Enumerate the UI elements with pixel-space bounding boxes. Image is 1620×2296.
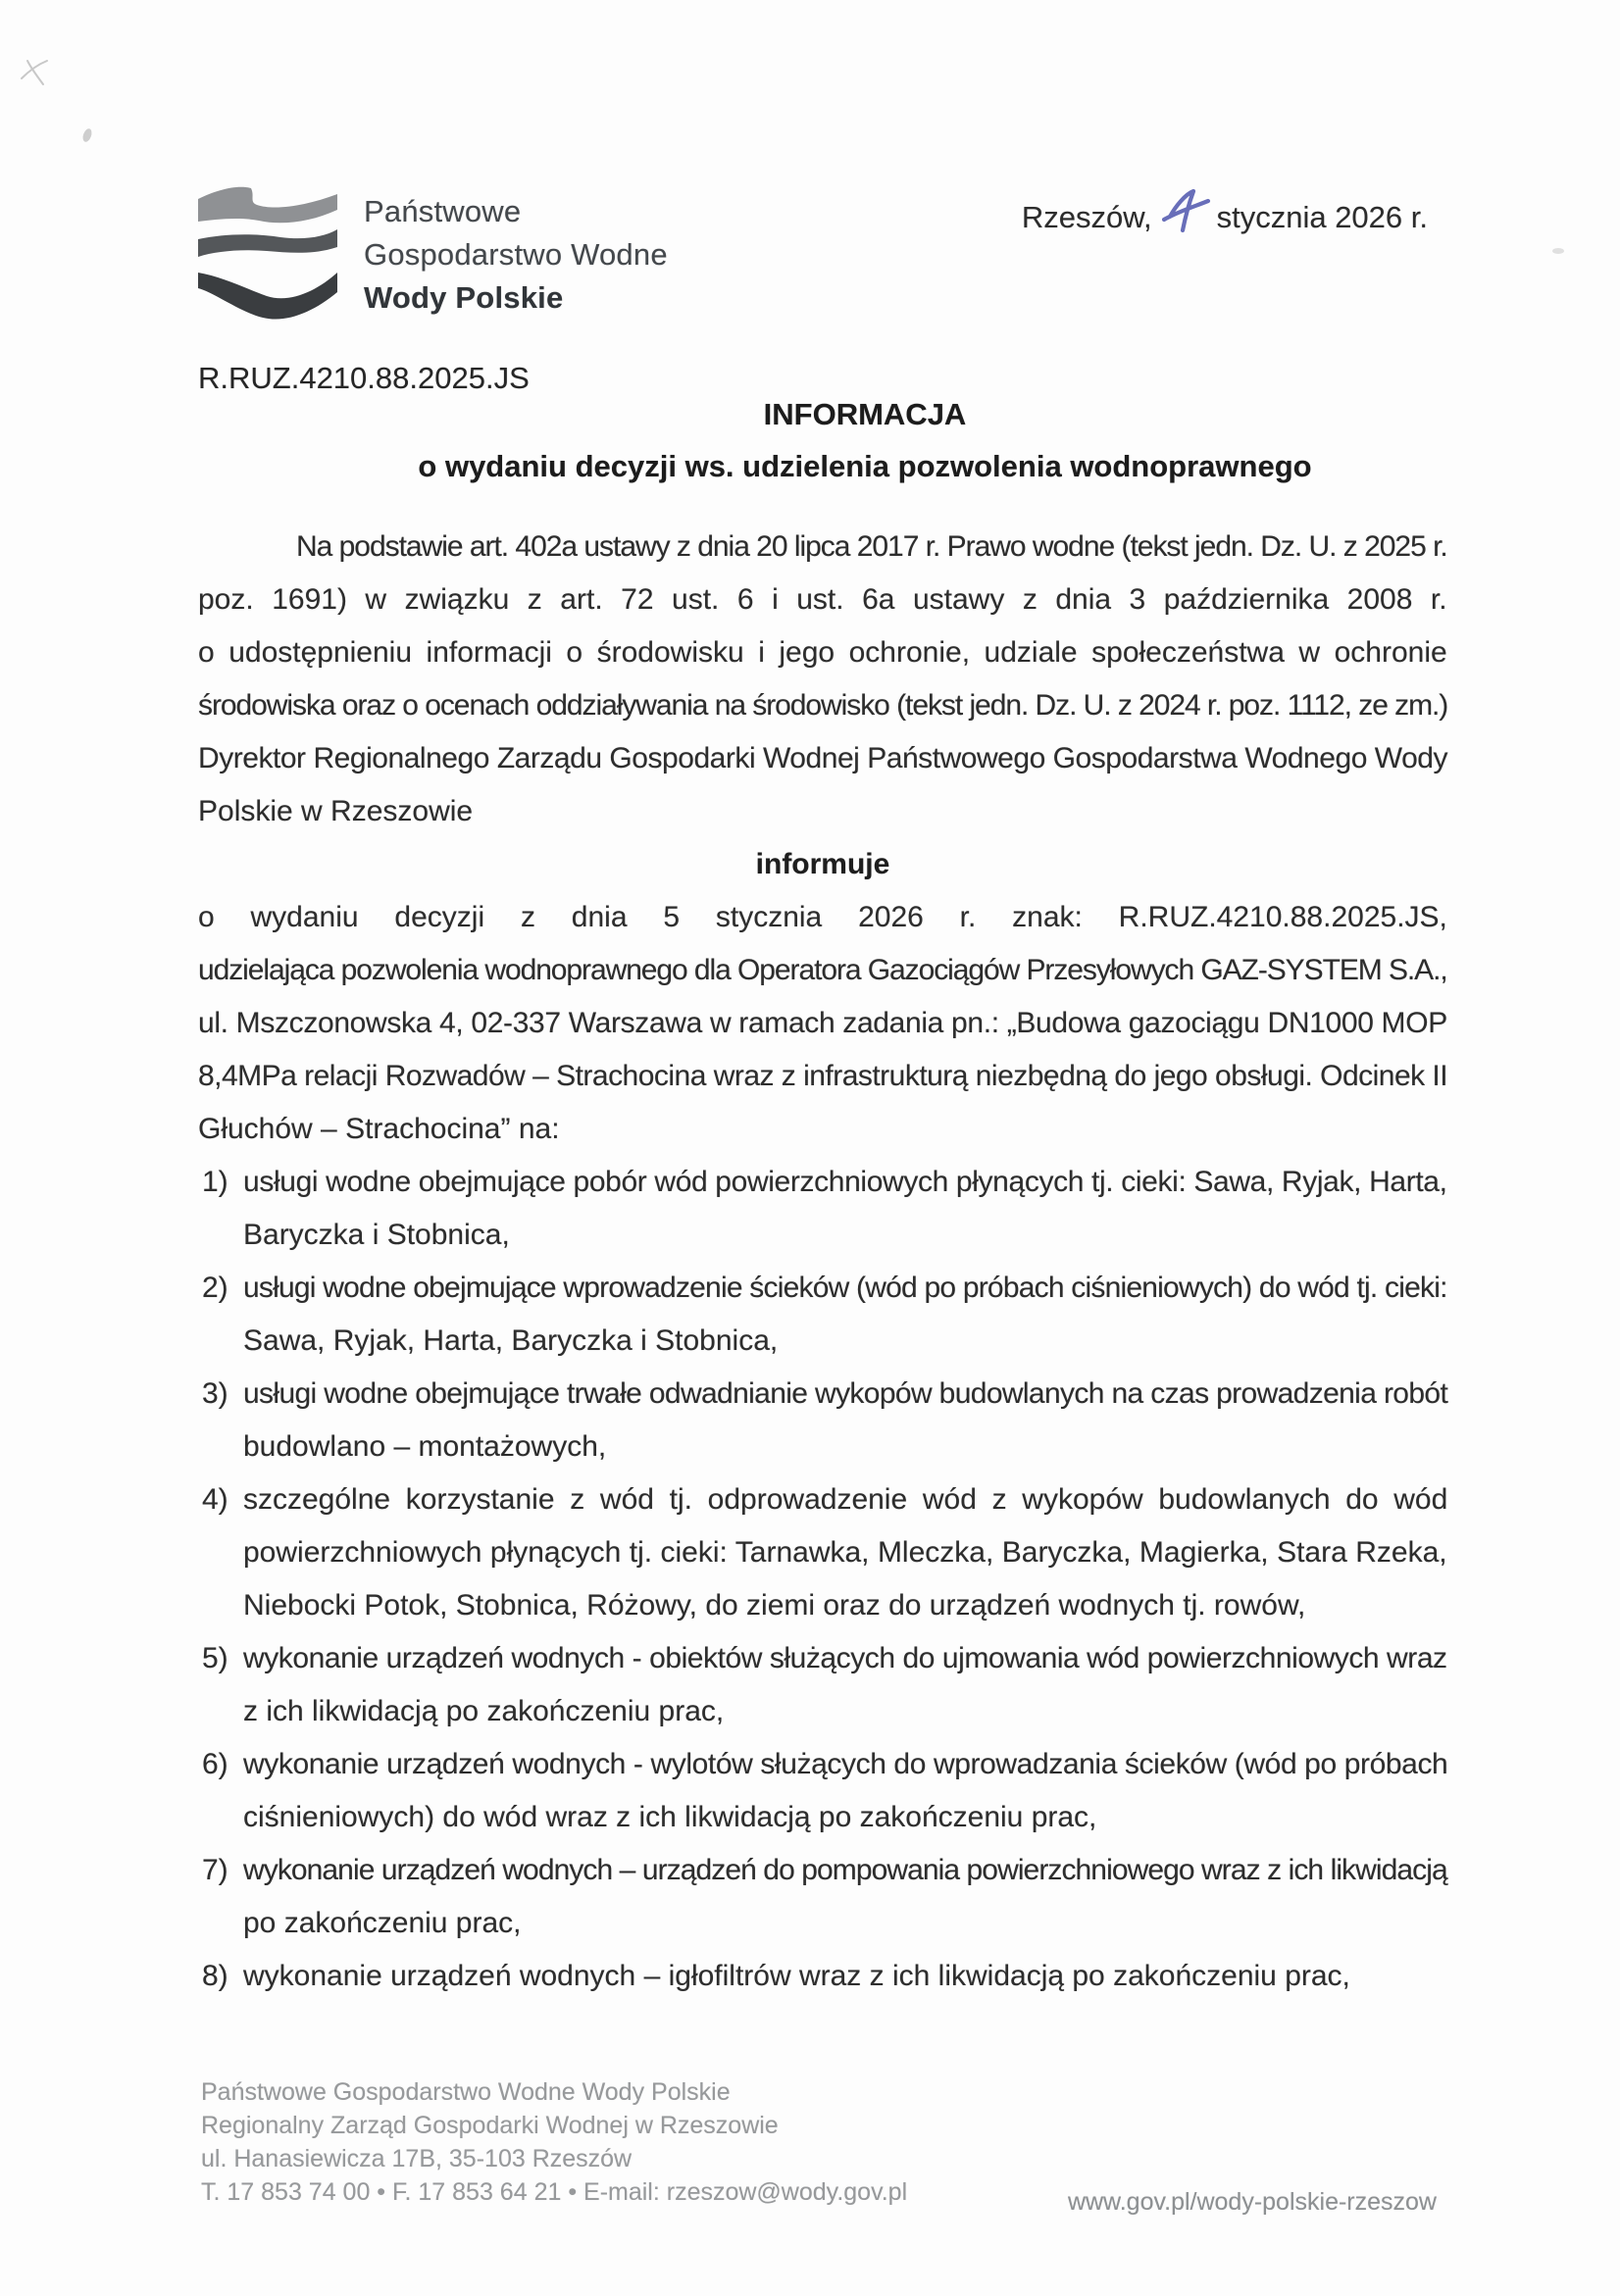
list-marker: 2) (202, 1272, 228, 1304)
line-text: informuje (755, 848, 890, 880)
place-and-date (1022, 184, 1428, 233)
line-text: wykonanie urządzeń wodnych - obiektów służących do ujmowania wód powierzchniowych wraz (243, 1642, 1447, 1674)
line-text: o wydaniu decyzji z dnia 5 stycznia 2026 r. znak: R.RUZ.4210.88.2025.JS, (198, 901, 1447, 933)
list-item-line (198, 1738, 1447, 1791)
text-line (198, 997, 1447, 1050)
date-rest: stycznia 2026 r. (1216, 200, 1428, 234)
line-text: wykonanie urządzeń wodnych – igłofiltrów wraz z ich likwidacją po zakończeniu prac, (243, 1960, 1350, 1992)
line-text: Sawa, Ryjak, Harta, Baryczka i Stobnica, (243, 1324, 779, 1357)
text-line (198, 785, 1447, 838)
list-item-line (198, 1368, 1447, 1421)
list-marker: 8) (202, 1960, 228, 1992)
line-text: wykonanie urządzeń wodnych - wylotów służących do wprowadzania ścieków (wód po próbach (243, 1748, 1448, 1780)
text-line (198, 732, 1447, 785)
list-item-line (198, 1473, 1447, 1526)
line-text: po zakończeniu prac, (243, 1907, 522, 1939)
logo-line-2: Gospodarstwo Wodne (364, 237, 668, 272)
scan-artifact-smudge (1552, 248, 1564, 254)
text-line (198, 1685, 1447, 1738)
reference-number: R.RUZ.4210.88.2025.JS (198, 361, 530, 395)
line-text: ciśnieniowych) do wód wraz z ich likwidacją po zakończeniu prac, (243, 1801, 1097, 1833)
text-line (198, 626, 1447, 679)
line-text: Głuchów – Strachocina” na: (198, 1113, 560, 1145)
document-title: INFORMACJA (763, 397, 967, 431)
line-text: udzielająca pozwolenia wodnoprawnego dla Operatora Gazociągów Przesyłowych GAZ-SYSTEM S.A., (198, 954, 1447, 986)
handwritten-day-icon (1159, 184, 1212, 239)
wody-polskie-logo-icon (196, 182, 339, 324)
list-marker: 3) (202, 1377, 228, 1410)
footer-website: www.gov.pl/wody-polskie-rzeszow (1067, 2188, 1437, 2216)
text-line (198, 574, 1447, 626)
text-line (198, 1579, 1447, 1632)
list-marker: 1) (202, 1166, 228, 1198)
list-item-line (198, 1632, 1447, 1685)
text-line (198, 1791, 1447, 1844)
list-marker: 5) (202, 1642, 228, 1674)
text-line (198, 521, 1447, 574)
line-text: usługi wodne obejmujące wprowadzenie ścieków (wód po próbach ciśnieniowych) do wód tj. cieki: (243, 1272, 1447, 1304)
line-text: Dyrektor Regionalnego Zarządu Gospodarki Wodnej Państwowego Gospodarstwa Wodnego Wody (198, 742, 1448, 774)
text-line (198, 1421, 1447, 1473)
logo-band-bottom (198, 273, 337, 320)
line-text: 8,4MPa relacji Rozwadów – Strachocina wraz z infrastrukturą niezbędną do jego obsługi. Odcinek II (198, 1060, 1448, 1092)
line-text: powierzchniowych płynących tj. cieki: Tarnawka, Mleczka, Baryczka, Magierka, Stara Rzeka, (243, 1536, 1447, 1569)
line-text: szczególne korzystanie z wód tj. odprowadzenie wód z wykopów budowlanych do wód (243, 1483, 1448, 1516)
footer-contacts: T. 17 853 74 00 • F. 17 853 64 21 • E-mail: rzeszow@wody.gov.pl (201, 2178, 908, 2206)
line-text: z ich likwidacją po zakończeniu prac, (243, 1695, 725, 1727)
line-text: poz. 1691) w związku z art. 72 ust. 6 i ust. 6a ustawy z dnia 3 października 2008 r. (198, 583, 1447, 616)
line-text: usługi wodne obejmujące trwałe odwadnianie wykopów budowlanych na czas prowadzenia robót (243, 1377, 1448, 1410)
text-line (198, 1050, 1447, 1103)
logo-line-3: Wody Polskie (364, 280, 564, 315)
logo-wordmark (364, 190, 668, 320)
list-marker: 7) (202, 1854, 228, 1886)
text-line (198, 1103, 1447, 1156)
text-line (198, 1897, 1447, 1950)
line-text: środowiska oraz o ocenach oddziaływania na środowisko (tekst jedn. Dz. U. z 2024 r. poz. 1112, ze zm.) (198, 689, 1448, 722)
document-subtitle: o wydaniu decyzji ws. udzielenia pozwolenia wodnoprawnego (418, 449, 1312, 483)
line-text: budowlano – montażowych, (243, 1430, 607, 1463)
line-text: ul. Mszczonowska 4, 02-337 Warszawa w ramach zadania pn.: „Budowa gazociągu DN1000 MOP (198, 1007, 1447, 1039)
logo-line-1: Państwowe (364, 194, 522, 228)
list-item-line (198, 1844, 1447, 1897)
text-line (198, 891, 1447, 944)
footer-street-address: ul. Hanasiewicza 17B, 35-103 Rzeszów (201, 2145, 633, 2172)
list-item-line (198, 1262, 1447, 1315)
line-text: Baryczka i Stobnica, (243, 1219, 510, 1251)
list-marker: 4) (202, 1483, 228, 1516)
logo-band-top (198, 187, 337, 224)
line-text: Niebocki Potok, Stobnica, Różowy, do ziemi oraz do urządzeń wodnych tj. rowów, (243, 1589, 1306, 1622)
text-line (198, 1526, 1447, 1579)
document-body (198, 521, 1447, 2003)
line-text: Polskie w Rzeszowie (198, 795, 474, 827)
logo-band-middle (198, 229, 337, 257)
scan-artifact-speck (81, 127, 93, 143)
list-item-line (198, 1950, 1447, 2003)
footer-dept: Regionalny Zarząd Gospodarki Wodnej w Rzeszowie (201, 2112, 779, 2139)
line-text: usługi wodne obejmujące pobór wód powierzchniowych płynących tj. cieki: Sawa, Ryjak, Harta, (243, 1166, 1447, 1198)
text-line (198, 1209, 1447, 1262)
list-item-line (198, 1156, 1447, 1209)
line-text: wykonanie urządzeń wodnych – urządzeń do pompowania powierzchniowego wraz z ich likwidacją (243, 1854, 1447, 1886)
text-line (198, 1315, 1447, 1368)
date-city: Rzeszów, (1021, 200, 1152, 234)
line-text: o udostępnieniu informacji o środowisku i jego ochronie, udziale społeczeństwa w ochronie (198, 636, 1447, 669)
informuje-heading (198, 838, 1447, 891)
list-marker: 6) (202, 1748, 228, 1780)
line-text: Na podstawie art. 402a ustawy z dnia 20 lipca 2017 r. Prawo wodne (tekst jedn. Dz. U. z 2025 r. (296, 530, 1447, 563)
footer-address-block (201, 2075, 907, 2209)
footer-org: Państwowe Gospodarstwo Wodne Wody Polskie (201, 2078, 731, 2106)
text-line (198, 679, 1447, 732)
text-line (198, 944, 1447, 997)
scan-artifact-scribble (18, 57, 51, 88)
